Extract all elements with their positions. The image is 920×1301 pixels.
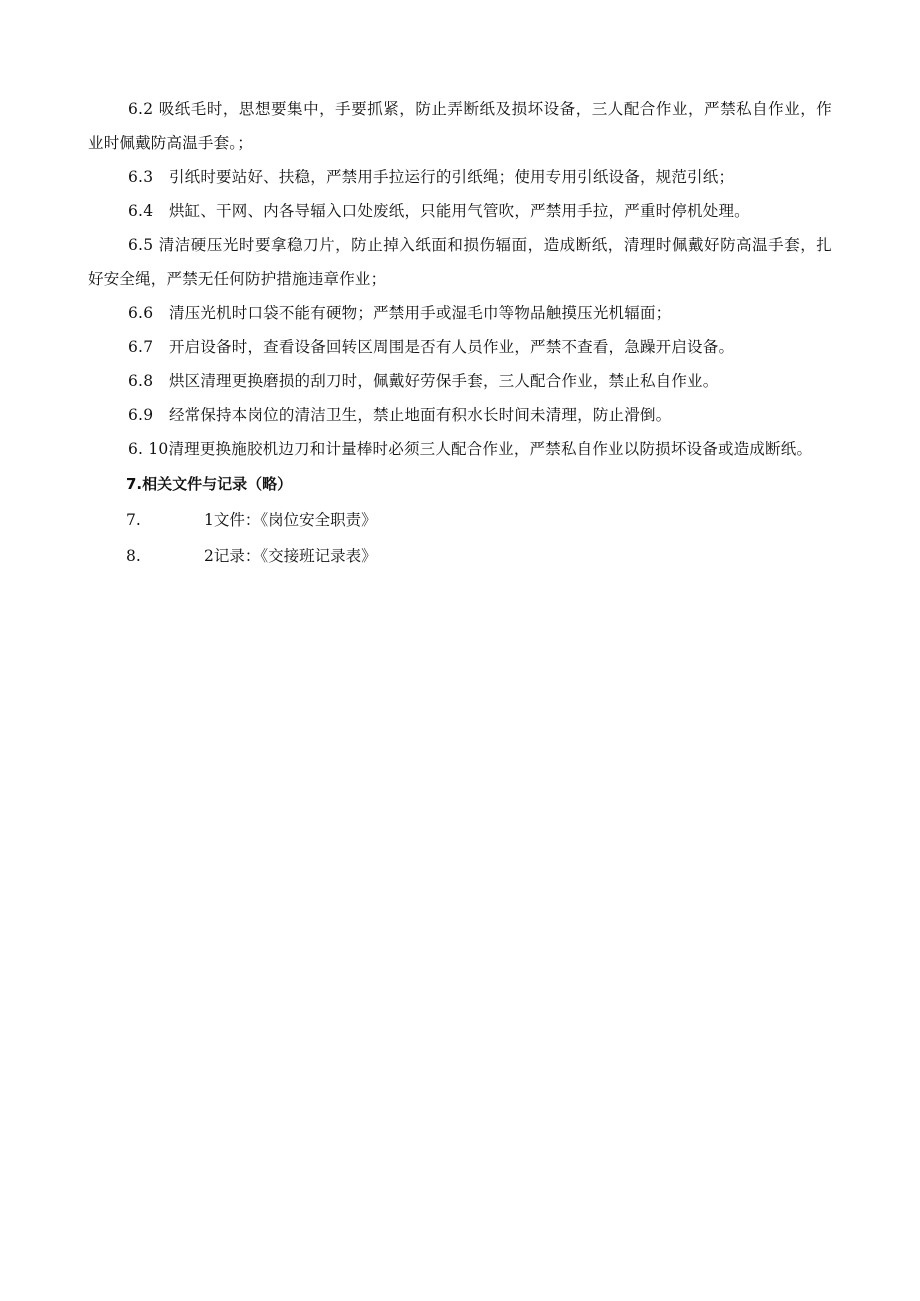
list-item [88, 538, 832, 574]
paragraph-6-6: 6.6 清压光机时口袋不能有硬物；严禁用手或湿毛巾等物品触摸压光机辐面； [128, 304, 672, 322]
list-item-text: 1文件：《岗位安全职责》 [204, 511, 377, 529]
list-item-number: 7. [126, 511, 141, 529]
section-heading: 7.相关文件与记录（略） [126, 475, 293, 493]
paragraph-6-3: 6.3 引纸时要站好、扶稳，严禁用手拉运行的引纸绳；使用专用引纸设备，规范引纸； [128, 168, 735, 186]
paragraph-6-2: 6.2 吸纸毛时，思想要集中，手要抓紧，防止弄断纸及损坏设备，三人配合作业，严禁私自作业，作业时佩戴防高温手套。； [88, 100, 832, 152]
paragraph-6-7: 6.7 开启设备时，查看设备回转区周围是否有人员作业，严禁不查看，急躁开启设备。 [128, 338, 735, 356]
paragraph-6-9: 6.9 经常保持本岗位的清洁卫生，禁止地面有积水长时间未清理，防止滑倒。 [128, 406, 672, 424]
list-item-number: 8. [126, 547, 141, 565]
list-item [88, 502, 832, 538]
paragraph-6-5: 6.5 清洁硬压光时要拿稳刀片，防止掉入纸面和损伤辐面，造成断纸，清理时佩戴好防高温手套，扎好安全绳，严禁无任何防护措施违章作业； [88, 236, 832, 288]
document-body [88, 92, 832, 574]
paragraph-6-8: 6.8 烘区清理更换磨损的刮刀时，佩戴好劳保手套，三人配合作业，禁止私自作业。 [128, 372, 719, 390]
list-item-text: 2记录：《交接班记录表》 [204, 547, 377, 565]
paragraph-6-10: 6. 10清理更换施胶机边刀和计量棒时必须三人配合作业，严禁私自作业以防损坏设备或造成断纸。 [128, 440, 813, 458]
paragraph-6-4: 6.4 烘缸、干网、内各导辐入口处废纸，只能用气管吹，严禁用手拉，严重时停机处理。 [128, 202, 750, 220]
